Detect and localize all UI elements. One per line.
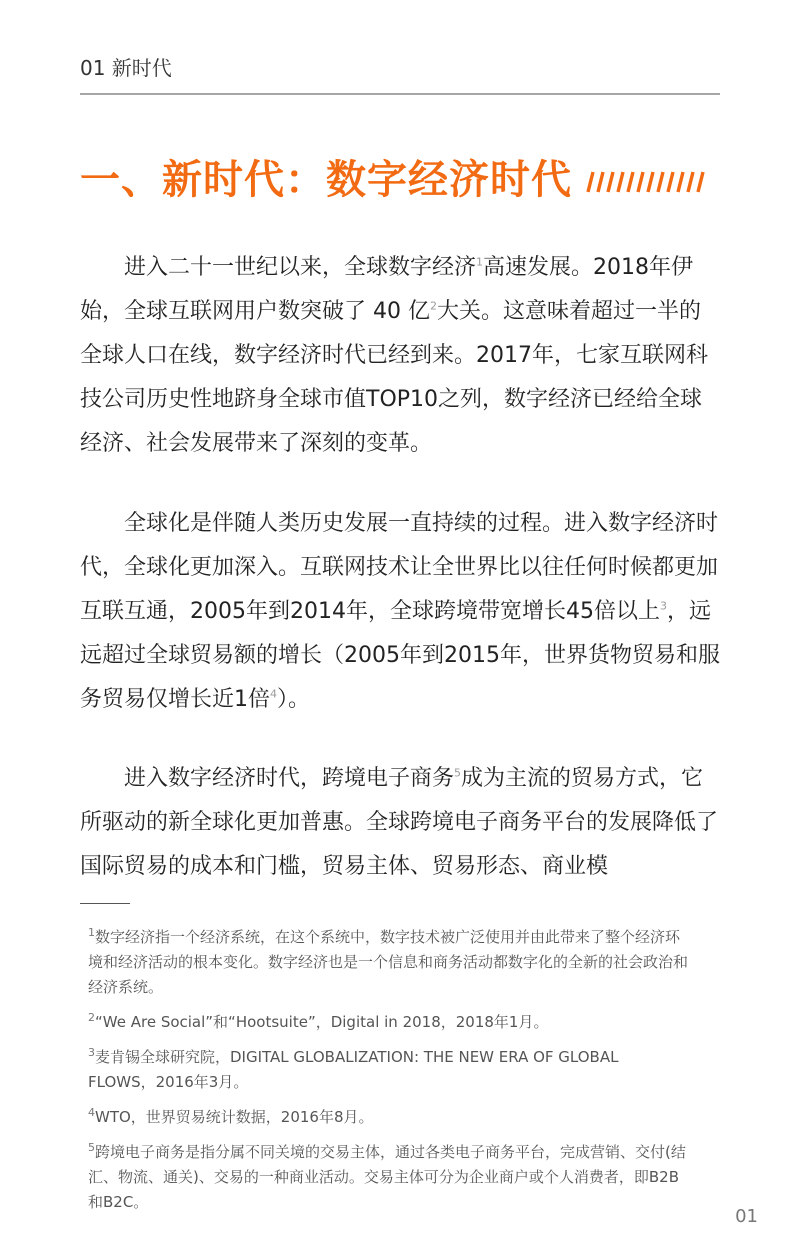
paragraph-2 <box>80 502 720 722</box>
footnote-text: 数字经济指一个经济系统，在这个系统中，数字技术被广泛使用并由此带来了整个经济环境和经济活动的根本变化。数字经济也是一个信息和商务活动都数字化的全新的社会政治和经济系统。 <box>88 928 689 996</box>
page-number: 01 <box>735 1206 758 1227</box>
footnote-ref: 1 <box>476 255 484 269</box>
page-title: 一、新时代：数字经济时代 <box>80 157 572 203</box>
paragraph-text: 进入二十一世纪以来，全球数字经济 <box>124 255 477 280</box>
footnote-item <box>88 1010 688 1035</box>
footnote-text: 跨境电子商务是指分属不同关境的交易主体，通过各类电子商务平台，完成营销、交付(结汇、物流、通关)、交易的一种商业活动。交易主体可分为企业商户或个人消费者，即B2B和B2C。 <box>88 1143 686 1211</box>
paragraph-text: 大关。这意味着超过一半的全球人口在线，数字经济时代已经到来。2017年，七家互联网科技公司历史性地跻身全球市值TOP10之列，数字经济已经给全球经济、社会发展带来了深刻的变革。 <box>80 299 708 456</box>
footnotes <box>88 925 688 1225</box>
footnote-ref: 2 <box>429 299 437 313</box>
section-header: 01 新时代 <box>80 56 172 80</box>
footnote-text: “We Are Social”和“Hootsuite”，Digital in 2018，2018年1月。 <box>95 1013 549 1031</box>
paragraph-text: 进入数字经济时代，跨境电子商务 <box>124 766 455 791</box>
header-divider <box>80 93 720 95</box>
footnote-text: 麦肯锡全球研究院，DIGITAL GLOBALIZATION: THE NEW ERA OF GLOBAL FLOWS，2016年3月。 <box>88 1048 619 1091</box>
paragraph-text: 成为主流的贸易方式，它所驱动的新全球化更加普惠。全球跨境电子商务平台的发展降低了国际贸易的成本和门槛，贸易主体、贸易形态、商业模 <box>80 766 719 879</box>
footnote-ref: 4 <box>270 687 277 701</box>
footnote-number: 3 <box>88 1046 95 1059</box>
footnote-ref: 5 <box>454 766 462 780</box>
footnote-ref: 3 <box>659 599 667 613</box>
footnote-item <box>88 1140 688 1215</box>
paragraph-text: 高速发展。2018年伊始，全球互联网用户数突破了 40 亿 <box>80 255 694 324</box>
footnote-item <box>88 1045 688 1095</box>
footnote-item <box>88 925 688 1000</box>
footnote-text: WTO，世界贸易统计数据，2016年8月。 <box>95 1108 374 1126</box>
footnote-item <box>88 1105 688 1130</box>
footnote-divider <box>80 903 130 904</box>
footnote-number: 5 <box>88 1141 95 1154</box>
footnote-number: 2 <box>88 1011 95 1024</box>
decorative-slashes-icon <box>582 168 714 194</box>
paragraph-text: 全球化是伴随人类历史发展一直持续的过程。进入数字经济时代，全球化更加深入。互联网技术让全世界比以往任何时候都更加互联互通，2005年到2014年，全球跨境带宽增长45倍以上 <box>80 511 719 624</box>
paragraph-text: ，远远超过全球贸易额的增长（2005年到2015年，世界货物贸易和服务贸易仅增长近1倍 <box>80 599 720 712</box>
paragraph-3 <box>80 757 720 889</box>
footnote-number: 1 <box>88 926 95 939</box>
footnote-number: 4 <box>88 1106 95 1119</box>
paragraph-text: ）。 <box>277 687 311 712</box>
paragraph-1 <box>80 246 720 466</box>
